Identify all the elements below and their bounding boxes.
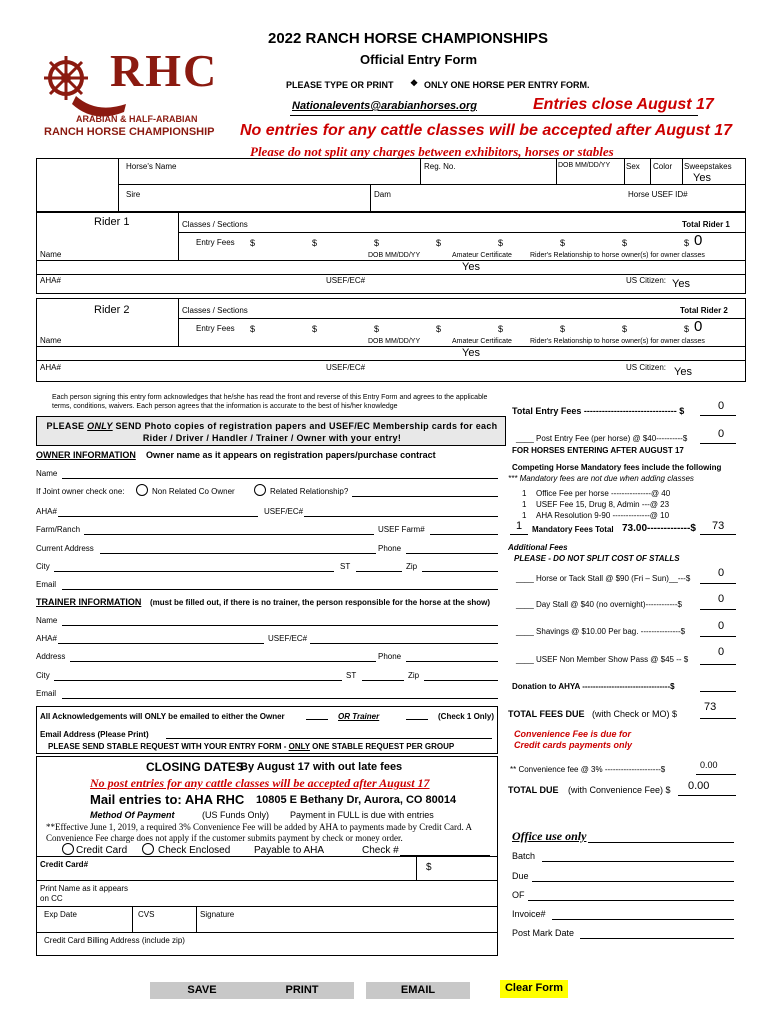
additional-fees-label: Additional Fees xyxy=(508,543,568,552)
rider2-relationship-label: Rider's Relationship to horse owner(s) for owner classes xyxy=(530,338,705,345)
trainer-heading: TRAINER INFORMATION xyxy=(36,597,142,607)
diamond-bullet-icon: ❖ xyxy=(410,78,419,88)
non-related-label: Non Related Co Owner xyxy=(152,487,235,496)
check-enclosed-label: Check Enclosed xyxy=(158,845,231,856)
total-due-label: TOTAL DUE xyxy=(508,785,559,795)
trainer-name-field[interactable] xyxy=(62,625,498,626)
fee-dollar: $ xyxy=(312,324,318,334)
trainer-usef-field[interactable] xyxy=(310,643,498,644)
shavings-label: ____ Shavings @ $10.00 Per bag. ---------------$ xyxy=(516,627,686,636)
logo-line2: RANCH HORSE CHAMPIONSHIP xyxy=(44,126,215,138)
farm-label: Farm/Ranch xyxy=(36,525,81,534)
fee-dollar: $ xyxy=(684,324,690,334)
or-trainer-label: OR Trainer xyxy=(338,712,380,721)
payment-method-label: Method Of Payment xyxy=(90,810,175,820)
mandatory-3: AHA Resolution 9-90 --------------@ 10 xyxy=(536,511,670,520)
rider1-amateur-label: Amateur Certificate xyxy=(452,252,512,259)
convenience-notice: **Effective June 1, 2019, a required 3% Convenience Fee will be added by AHA to payments made by Credit Card. A Convenience Fee charge does not apply if the customer submits payment by check or money order. xyxy=(46,822,472,843)
rider1-citizen-label: US Citizen: xyxy=(626,276,667,285)
color-label: Color xyxy=(653,162,673,171)
sex-label: Sex xyxy=(626,162,640,171)
post-mark-label: Post Mark Date xyxy=(512,928,575,938)
rider2-amateur-label: Amateur Certificate xyxy=(452,338,512,345)
fee-dollar: $ xyxy=(498,238,504,248)
mandatory-2: USEF Fee 15, Drug 8, Admin ---@ 23 xyxy=(536,500,670,509)
owner-zip-label: Zip xyxy=(406,562,418,571)
fee-dollar: $ xyxy=(374,238,380,248)
payment-full-label: Payment in FULL is due with entries xyxy=(290,810,434,820)
photo-notice xyxy=(42,420,502,444)
photo-notice-pre: PLEASE xyxy=(46,421,88,431)
rider2-entry-fees-label: Entry Fees xyxy=(196,324,235,333)
rider2-classes-label: Classes / Sections xyxy=(182,306,248,315)
rhc-logo xyxy=(36,44,236,156)
us-funds-label: (US Funds Only) xyxy=(202,810,270,820)
owner-usef-field[interactable] xyxy=(304,516,498,517)
fee-dollar: $ xyxy=(498,324,504,334)
total-fees-due-value[interactable]: 73 xyxy=(704,701,717,713)
stable-notice-only: ONLY xyxy=(288,742,310,751)
invoice-field[interactable] xyxy=(552,919,734,920)
no-post-entries: No post entries for any cattle classes will be accepted after August 17 xyxy=(90,776,430,790)
trainer-email-label: Email xyxy=(36,689,57,698)
mandatory-total-label: Mandatory Fees Total xyxy=(532,525,614,534)
mandatory-value[interactable]: 73 xyxy=(712,520,725,532)
day-stall-text: Day Stall @ $40 (no overnight)------------$ xyxy=(536,600,682,609)
owner-subheading: Owner name as it appears on registration papers/purchase contract xyxy=(146,450,436,460)
stable-notice-post: ONE STABLE REQUEST PER GROUP xyxy=(309,742,455,751)
email-button[interactable]: EMAIL xyxy=(366,982,470,999)
acknowledgement-text: Each person signing this entry form acknowledges that he/she has read the front and reverse of this Entry Form and agrees to the applicable terms, conditions, waivers. Each person agrees that the information is accurate to the best of his/her knowledge xyxy=(52,394,488,410)
owner-city-field[interactable] xyxy=(54,571,334,572)
trainer-phone-field[interactable] xyxy=(406,661,498,662)
reg-no-label: Reg. No. xyxy=(424,162,456,171)
rider1-name-label: Name xyxy=(40,250,62,259)
rider2-amateur-value[interactable]: Yes xyxy=(462,347,480,359)
billing-address-label: Credit Card Billing Address (include zip) xyxy=(44,936,185,945)
batch-label: Batch xyxy=(512,851,536,861)
not-due-note: *** Mandatory fees are not due when adding classes xyxy=(508,474,694,483)
no-cattle-notice: No entries for any cattle classes will be accepted after August 17 xyxy=(240,122,733,139)
trainer-city-field[interactable] xyxy=(54,680,342,681)
tack-stall-label: ____ Horse or Tack Stall @ $90 (Fri – Sun)__---$ xyxy=(516,574,691,583)
rider1-label: Rider 1 xyxy=(94,216,130,228)
owner-email-label: Email xyxy=(36,580,57,589)
shavings-value[interactable]: 0 xyxy=(718,620,725,632)
trainer-check[interactable] xyxy=(406,708,428,720)
farm-field[interactable] xyxy=(84,534,374,535)
trainer-zip-label: Zip xyxy=(408,671,420,680)
trainer-name-label: Name xyxy=(36,616,58,625)
usef-non-member-label: ____ USEF Non Member Show Pass @ $45 -- $ xyxy=(516,655,689,664)
cc-amount-dollar: $ xyxy=(426,862,432,873)
trainer-aha-label: AHA# xyxy=(36,634,57,643)
rider1-classes-label: Classes / Sections xyxy=(182,220,248,229)
stable-notice-pre: PLEASE SEND STABLE REQUEST WITH YOUR ENTRY FORM - xyxy=(48,742,289,751)
rider2-total-value[interactable]: 0 xyxy=(694,318,703,335)
owner-address-label: Current Address xyxy=(36,544,94,553)
horse-dob-label: DOB MM/DD/YY xyxy=(558,162,611,169)
mandatory-2-num: 1 xyxy=(522,500,527,509)
of-field[interactable] xyxy=(528,900,734,901)
print-name-label: Print Name as it appears on CC xyxy=(40,884,129,903)
trainer-aha-field[interactable] xyxy=(58,643,264,644)
of-label: OF xyxy=(512,890,525,900)
total-fees-due-label: TOTAL FEES DUE xyxy=(508,709,585,719)
tack-stall-value[interactable]: 0 xyxy=(718,567,725,579)
usef-farm-label: USEF Farm# xyxy=(378,525,425,534)
office-use-heading: Office use only xyxy=(512,829,587,843)
fee-dollar: $ xyxy=(436,238,442,248)
owner-phone-field[interactable] xyxy=(406,553,498,554)
trainer-usef-label: USEF/EC# xyxy=(268,634,308,643)
stable-notice xyxy=(48,742,454,751)
post-mark-field[interactable] xyxy=(580,938,734,939)
sire-label: Sire xyxy=(126,190,141,199)
mail-address: 10805 E Bethany Dr, Aurora, CO 80014 xyxy=(256,794,457,806)
save-button[interactable]: SAVE xyxy=(150,982,254,999)
rider1-citizen-value[interactable]: Yes xyxy=(672,278,690,290)
ack-email-address-label: Email Address (Please Print) xyxy=(40,730,149,739)
relationship-field[interactable] xyxy=(352,496,498,497)
closing-aug17: By August 17 with out late fees xyxy=(240,761,403,773)
clear-form-button[interactable]: Clear Form xyxy=(500,980,568,998)
owner-usef-label: USEF/EC# xyxy=(264,507,304,516)
due-label: Due xyxy=(512,871,529,881)
sweepstakes-value[interactable]: Yes xyxy=(693,172,711,184)
check-one-label: (Check 1 Only) xyxy=(438,712,495,721)
trainer-phone-label: Phone xyxy=(378,652,402,661)
invoice-label: Invoice# xyxy=(512,909,546,919)
fee-dollar: $ xyxy=(622,238,628,248)
owner-name-label: Name xyxy=(36,469,58,478)
rider1-usef-label: USEF/EC# xyxy=(326,276,366,285)
non-related-radio[interactable] xyxy=(136,484,148,496)
check-no-label: Check # xyxy=(362,845,399,856)
rider1-amateur-value[interactable]: Yes xyxy=(462,261,480,273)
mandatory-1: Office Fee per horse ---------------@ 40 xyxy=(536,489,671,498)
post-entry-text: Post Entry Fee (per horse) @ $40----------$ xyxy=(536,434,688,443)
owner-email-field[interactable] xyxy=(62,589,498,590)
day-stall-label: ____ Day Stall @ $40 (no overnight)------------$ xyxy=(516,600,682,609)
rider2-usef-label: USEF/EC# xyxy=(326,363,366,372)
rider2-citizen-value[interactable]: Yes xyxy=(674,366,692,378)
rider2-citizen-label: US Citizen: xyxy=(626,363,667,372)
fee-dollar: $ xyxy=(312,238,318,248)
related-label: Related Relationship? xyxy=(270,487,349,496)
usef-farm-field[interactable] xyxy=(430,534,498,535)
total-entry-fees-label: Total Entry Fees ------------------------------- $ xyxy=(512,406,685,416)
form-subtitle: Official Entry Form xyxy=(360,52,478,67)
owner-name-field[interactable] xyxy=(62,478,498,479)
sweepstakes-label: Sweepstakes xyxy=(684,162,732,171)
no-split-stalls-note: PLEASE - DO NOT SPLIT COST OF STALLS xyxy=(514,554,680,563)
usef-non-member-text: USEF Non Member Show Pass @ $45 -- $ xyxy=(536,655,689,664)
owner-address-field[interactable] xyxy=(100,553,376,554)
conv-fee-value[interactable]: 0.00 xyxy=(700,760,718,770)
conv-fee-label: ** Convenience fee @ 3% ---------------------$ xyxy=(510,765,666,774)
trainer-city-label: City xyxy=(36,671,50,680)
rider2-name-label: Name xyxy=(40,336,62,345)
fee-dollar: $ xyxy=(250,324,256,334)
trainer-email-field[interactable] xyxy=(62,698,498,699)
total-entry-fees-value[interactable]: 0 xyxy=(718,400,725,412)
trainer-zip-field[interactable] xyxy=(424,680,498,681)
rider2-aha-label: AHA# xyxy=(40,363,61,372)
owner-heading: OWNER INFORMATION xyxy=(36,450,136,460)
payable-to-label: Payable to AHA xyxy=(254,845,325,856)
dam-label: Dam xyxy=(374,190,391,199)
credit-card-radio[interactable] xyxy=(62,843,74,855)
rider2-total-label: Total Rider 2 xyxy=(680,306,728,315)
owner-st-field[interactable] xyxy=(356,571,402,572)
shavings-text: Shavings @ $10.00 Per bag. ---------------$ xyxy=(536,627,686,636)
total-fees-due-sub: (with Check or MO) $ xyxy=(592,709,678,719)
owner-zip-field[interactable] xyxy=(422,571,498,572)
rider1-relationship-label: Rider's Relationship to horse owner(s) for owner classes xyxy=(530,252,705,259)
total-due-value[interactable]: 0.00 xyxy=(688,780,710,792)
trainer-st-field[interactable] xyxy=(362,680,404,681)
fee-dollar: $ xyxy=(622,324,628,334)
competing-label: Competing Horse Mandatory fees include the following xyxy=(512,463,722,472)
one-horse-note: ONLY ONE HORSE PER ENTRY FORM. xyxy=(424,80,590,90)
logo-letters: RHC xyxy=(110,45,219,96)
owner-city-label: City xyxy=(36,562,50,571)
credit-card-label: Credit Card xyxy=(76,845,128,856)
mandatory-1-num: 1 xyxy=(522,489,527,498)
logo-line1: ARABIAN & HALF-ARABIAN xyxy=(76,114,198,124)
donation-label: Donation to AHYA ---------------------------------$ xyxy=(512,682,675,691)
owner-check[interactable] xyxy=(306,708,328,720)
photo-notice-post: SEND Photo copies of registration papers and USEF/EC Membership cards for each Rider / Driver / Handler / Trainer / Owner with your entry! xyxy=(112,421,498,443)
contact-email[interactable]: Nationalevents@arabianhorses.org xyxy=(292,100,477,112)
fee-dollar: $ xyxy=(436,324,442,334)
rider2-dob-label: DOB MM/DD/YY xyxy=(368,338,421,345)
donation-field[interactable] xyxy=(700,691,736,692)
owner-aha-field[interactable] xyxy=(58,516,258,517)
closing-heading: CLOSING DATES xyxy=(146,760,244,774)
print-button[interactable]: PRINT xyxy=(250,982,354,999)
rider2-label: Rider 2 xyxy=(94,304,130,316)
conv-note-1: Convenience Fee is due for xyxy=(514,729,632,739)
tack-stall-text: Horse or Tack Stall @ $90 (Fri – Sun)__---$ xyxy=(536,574,691,583)
cvs-label: CVS xyxy=(138,910,155,919)
rider1-dob-label: DOB MM/DD/YY xyxy=(368,252,421,259)
post-entry-value[interactable]: 0 xyxy=(718,428,725,440)
usef-non-member-value[interactable]: 0 xyxy=(718,646,725,658)
type-or-print-note: PLEASE TYPE OR PRINT xyxy=(286,80,394,90)
rider1-entry-fees-label: Entry Fees xyxy=(196,238,235,247)
mandatory-3-num: 1 xyxy=(522,511,527,520)
mandatory-count[interactable]: 1 xyxy=(516,520,523,532)
trainer-st-label: ST xyxy=(346,671,357,680)
fee-dollar: $ xyxy=(250,238,256,248)
mail-to: Mail entries to: AHA RHC xyxy=(90,792,245,807)
signature-label: Signature xyxy=(200,910,235,919)
owner-phone-label: Phone xyxy=(378,544,402,553)
trainer-address-field[interactable] xyxy=(70,661,376,662)
ack-email-text: All Acknowledgements will ONLY be emailed to either the Owner xyxy=(40,712,285,721)
related-radio[interactable] xyxy=(254,484,266,496)
credit-card-no-label: Credit Card# xyxy=(40,860,89,869)
rider1-total-label: Total Rider 1 xyxy=(682,220,730,229)
for-horses-note: FOR HORSES ENTERING AFTER AUGUST 17 xyxy=(512,446,684,455)
fee-dollar: $ xyxy=(684,238,690,248)
entries-close-date: Entries close August 17 xyxy=(533,96,714,113)
day-stall-value[interactable]: 0 xyxy=(718,593,725,605)
photo-notice-only: ONLY xyxy=(87,421,113,431)
rider1-aha-label: AHA# xyxy=(40,276,61,285)
no-split-notice: Please do not split any charges between exhibitors, horses or stables xyxy=(250,144,614,159)
trainer-subheading: (must be filled out, if there is no trainer, the person responsible for the horse at the show) xyxy=(150,598,491,607)
owner-aha-label: AHA# xyxy=(36,507,57,516)
fee-dollar: $ xyxy=(560,324,566,334)
total-due-sub: (with Convenience Fee) $ xyxy=(568,785,671,795)
horse-usef-id-label: Horse USEF ID# xyxy=(628,190,688,199)
rider1-total-value[interactable]: 0 xyxy=(694,232,703,249)
joint-owner-label: If Joint owner check one: xyxy=(36,487,125,496)
fee-dollar: $ xyxy=(374,324,380,334)
ack-email-address-field[interactable] xyxy=(166,738,492,739)
trainer-address-label: Address xyxy=(36,652,66,661)
due-field[interactable] xyxy=(532,881,734,882)
check-enclosed-radio[interactable] xyxy=(142,843,154,855)
owner-st-label: ST xyxy=(340,562,351,571)
conv-note-2: Credit cards payments only xyxy=(514,740,633,750)
form-title: 2022 RANCH HORSE CHAMPIONSHIPS xyxy=(268,30,549,47)
exp-date-label: Exp Date xyxy=(44,910,77,919)
batch-field[interactable] xyxy=(542,861,734,862)
horse-name-label: Horse's Name xyxy=(126,162,177,171)
post-entry-label: ____ Post Entry Fee (per horse) @ $40----------$ xyxy=(516,434,688,443)
mandatory-amount: 73.00-------------$ xyxy=(622,523,696,534)
fee-dollar: $ xyxy=(560,238,566,248)
